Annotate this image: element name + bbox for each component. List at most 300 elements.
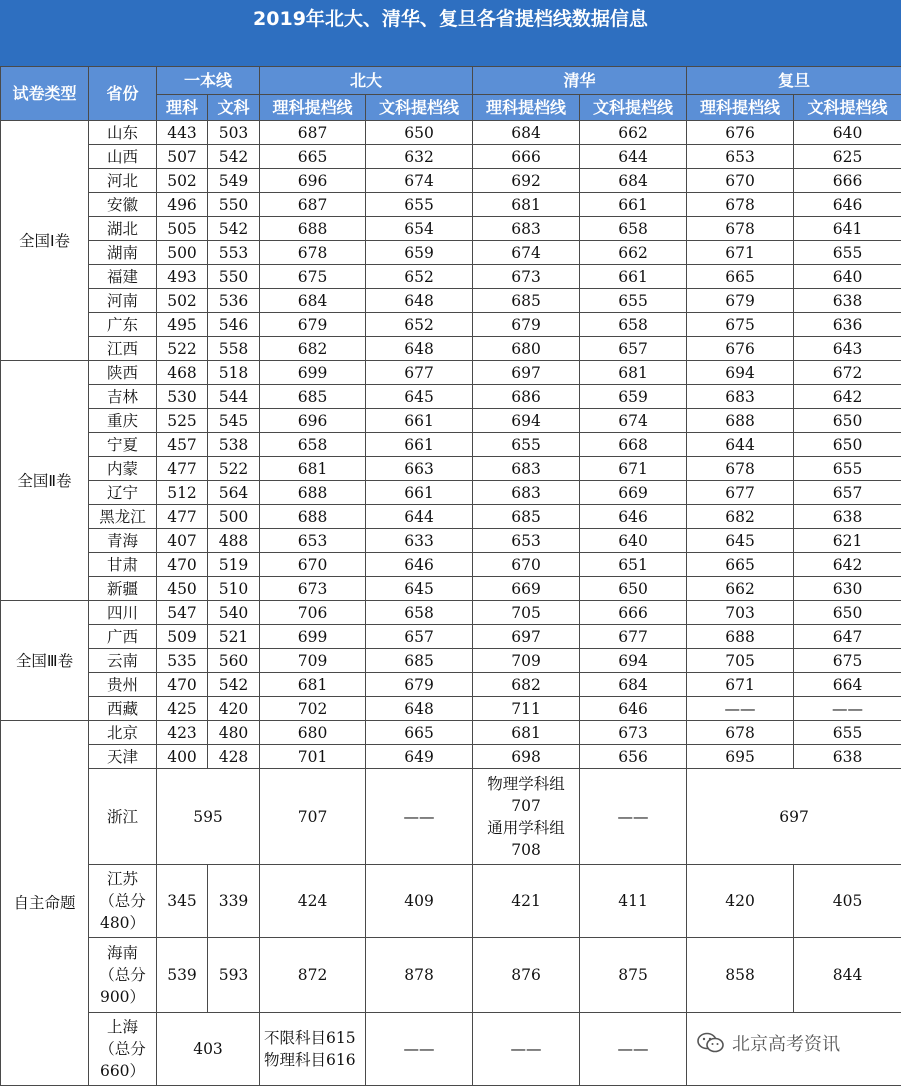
pku-sci-cell: 658: [260, 433, 366, 457]
title-bar: [0, 0, 901, 66]
fudan-sci-cell: 665: [687, 265, 794, 289]
tier1-sci-cell: 477: [157, 505, 208, 529]
thu-sci-cell: 683: [473, 481, 580, 505]
table-row: [1, 121, 901, 145]
tier1-sci-cell: 547: [157, 601, 208, 625]
tier1-arts-cell: 339: [208, 865, 260, 938]
pku-sci-cell: 699: [260, 625, 366, 649]
table-row: [1, 481, 901, 505]
thu-sci-cell: 679: [473, 313, 580, 337]
tier1-arts-cell: 536: [208, 289, 260, 313]
province-line: （总分: [89, 890, 156, 912]
pku-sci-cell: 706: [260, 601, 366, 625]
thu-sci-cell: 686: [473, 385, 580, 409]
header-type: 试卷类型: [1, 67, 89, 121]
fudan-sci-cell: 678: [687, 193, 794, 217]
tier1-sci-cell: 502: [157, 169, 208, 193]
tier1-cell: 595: [157, 769, 260, 865]
watermark-text: 北京高考资讯: [732, 1030, 840, 1056]
thu-arts-cell: 656: [580, 745, 687, 769]
tier1-sci-cell: 423: [157, 721, 208, 745]
pku-sci-cell: 687: [260, 121, 366, 145]
pku-sci-cell: 699: [260, 361, 366, 385]
fudan-sci-cell: 858: [687, 938, 794, 1013]
pku-arts-cell: 648: [366, 337, 473, 361]
tier1-arts-cell: 538: [208, 433, 260, 457]
pku-arts-cell: 650: [366, 121, 473, 145]
thu-arts-cell: ——: [580, 769, 687, 865]
tier1-cell: 403: [157, 1013, 260, 1086]
tier1-arts-cell: 522: [208, 457, 260, 481]
fudan-arts-cell: 405: [794, 865, 901, 938]
header-tier1: 一本线: [157, 67, 260, 95]
header-thu-arts: 文科提档线: [580, 95, 687, 121]
thu-sci-cell: 705: [473, 601, 580, 625]
header-tier1-arts: 文科: [208, 95, 260, 121]
tier1-arts-cell: 519: [208, 553, 260, 577]
table-body: [1, 67, 901, 1086]
province-cell: 湖北: [89, 217, 157, 241]
thu-sci-cell: 694: [473, 409, 580, 433]
table-row: [1, 625, 901, 649]
fudan-arts-cell: 625: [794, 145, 901, 169]
fudan-sci-cell: 676: [687, 121, 794, 145]
tier1-arts-cell: 480: [208, 721, 260, 745]
province-cell: 辽宁: [89, 481, 157, 505]
tier1-arts-cell: 500: [208, 505, 260, 529]
province-cell: 广东: [89, 313, 157, 337]
province-cell: 宁夏: [89, 433, 157, 457]
province-cell: 黑龙江: [89, 505, 157, 529]
pku-arts-cell: ——: [366, 1013, 473, 1086]
table-row: [1, 601, 901, 625]
score-table: [0, 66, 901, 1086]
fudan-arts-cell: 640: [794, 265, 901, 289]
province-cell: 山东: [89, 121, 157, 145]
province-cell: 陕西: [89, 361, 157, 385]
thu-arts-cell: 681: [580, 361, 687, 385]
tier1-sci-cell: 400: [157, 745, 208, 769]
pku-arts-cell: 878: [366, 938, 473, 1013]
pku-arts-cell: 652: [366, 313, 473, 337]
pku-arts-cell: 409: [366, 865, 473, 938]
tier1-arts-cell: 550: [208, 265, 260, 289]
wechat-icon: [696, 1031, 726, 1055]
thu-arts-cell: 640: [580, 529, 687, 553]
thu-sci-cell: 709: [473, 649, 580, 673]
table-row: [1, 865, 901, 938]
thu-arts-cell: 646: [580, 505, 687, 529]
table-row: [1, 337, 901, 361]
tier1-arts-cell: 593: [208, 938, 260, 1013]
fudan-sci-cell: ——: [687, 697, 794, 721]
pku-arts-cell: 632: [366, 145, 473, 169]
fudan-sci-cell: 670: [687, 169, 794, 193]
province-cell: 吉林: [89, 385, 157, 409]
fudan-arts-cell: 655: [794, 721, 901, 745]
table-row: [1, 673, 901, 697]
fudan-sci-cell: 645: [687, 529, 794, 553]
fudan-sci-cell: 705: [687, 649, 794, 673]
province-line: （总分: [89, 964, 156, 986]
thu-arts-cell: 662: [580, 121, 687, 145]
fudan-sci-cell: 694: [687, 361, 794, 385]
province-cell: 江西: [89, 337, 157, 361]
fudan-sci-cell: 703: [687, 601, 794, 625]
tier1-sci-cell: 345: [157, 865, 208, 938]
province-cell: 青海: [89, 529, 157, 553]
header-pku: 北大: [260, 67, 473, 95]
header-pku-sci: 理科提档线: [260, 95, 366, 121]
table-row: [1, 433, 901, 457]
table-row: [1, 505, 901, 529]
table-row: [1, 385, 901, 409]
table-row: [1, 577, 901, 601]
thu-arts-cell: 659: [580, 385, 687, 409]
thu-sci-line: 通用学科组: [473, 817, 579, 839]
province-cell: 西藏: [89, 697, 157, 721]
fudan-sci-cell: 420: [687, 865, 794, 938]
tier1-sci-cell: 502: [157, 289, 208, 313]
pku-sci-cell: 687: [260, 193, 366, 217]
fudan-arts-cell: 636: [794, 313, 901, 337]
fudan-arts-cell: 640: [794, 121, 901, 145]
pku-arts-cell: 659: [366, 241, 473, 265]
tier1-sci-cell: 539: [157, 938, 208, 1013]
pku-sci-cell: 680: [260, 721, 366, 745]
table-row: [1, 529, 901, 553]
thu-arts-cell: 671: [580, 457, 687, 481]
tier1-arts-cell: 521: [208, 625, 260, 649]
tier1-sci-cell: 509: [157, 625, 208, 649]
fudan-sci-cell: 676: [687, 337, 794, 361]
thu-sci-cell: 711: [473, 697, 580, 721]
pku-sci-cell: 665: [260, 145, 366, 169]
table-row: [1, 457, 901, 481]
tier1-arts-cell: 549: [208, 169, 260, 193]
table-row: [1, 217, 901, 241]
fudan-arts-cell: 642: [794, 385, 901, 409]
table-row: [1, 769, 901, 865]
header-thu-sci: 理科提档线: [473, 95, 580, 121]
pku-sci-cell: 678: [260, 241, 366, 265]
header-province: 省份: [89, 67, 157, 121]
pku-arts-cell: 645: [366, 385, 473, 409]
fudan-sci-cell: 671: [687, 673, 794, 697]
thu-sci-line: 707: [473, 795, 579, 817]
thu-arts-cell: 644: [580, 145, 687, 169]
exam-type: 自主命题: [1, 721, 89, 1086]
fudan-arts-cell: 643: [794, 337, 901, 361]
thu-sci-cell: 421: [473, 865, 580, 938]
tier1-arts-cell: 428: [208, 745, 260, 769]
fudan-arts-cell: 621: [794, 529, 901, 553]
province-cell: 安徽: [89, 193, 157, 217]
province-cell: [89, 865, 157, 938]
province-cell: 四川: [89, 601, 157, 625]
province-line: 480）: [89, 912, 156, 934]
thu-sci-cell: 673: [473, 265, 580, 289]
pku-arts-cell: 657: [366, 625, 473, 649]
header-fudan: 复旦: [687, 67, 901, 95]
thu-sci-cell: 683: [473, 457, 580, 481]
province-cell: 云南: [89, 649, 157, 673]
thu-arts-cell: 673: [580, 721, 687, 745]
table-row: [1, 361, 901, 385]
fudan-arts-cell: 646: [794, 193, 901, 217]
fudan-arts-cell: 666: [794, 169, 901, 193]
header-fudan-sci: 理科提档线: [687, 95, 794, 121]
fudan-sci-cell: 665: [687, 553, 794, 577]
thu-arts-cell: 669: [580, 481, 687, 505]
tier1-arts-cell: 545: [208, 409, 260, 433]
fudan-sci-cell: 653: [687, 145, 794, 169]
tier1-arts-cell: 540: [208, 601, 260, 625]
pku-arts-cell: 665: [366, 721, 473, 745]
tier1-arts-cell: 544: [208, 385, 260, 409]
thu-arts-cell: 657: [580, 337, 687, 361]
thu-sci-cell: 655: [473, 433, 580, 457]
province-line: 江苏: [89, 868, 156, 890]
province-cell: 贵州: [89, 673, 157, 697]
table-row: [1, 193, 901, 217]
fudan-sci-cell: 688: [687, 625, 794, 649]
fudan-arts-cell: 638: [794, 505, 901, 529]
fudan-arts-cell: 647: [794, 625, 901, 649]
tier1-arts-cell: 558: [208, 337, 260, 361]
pku-arts-cell: 661: [366, 409, 473, 433]
fudan-sci-cell: 662: [687, 577, 794, 601]
thu-arts-cell: 661: [580, 193, 687, 217]
tier1-arts-cell: 503: [208, 121, 260, 145]
table-row: [1, 649, 901, 673]
thu-arts-cell: 674: [580, 409, 687, 433]
province-cell: 广西: [89, 625, 157, 649]
pku-sci-cell: [260, 1013, 366, 1086]
tier1-sci-cell: 425: [157, 697, 208, 721]
fudan-arts-cell: 641: [794, 217, 901, 241]
tier1-sci-cell: 468: [157, 361, 208, 385]
fudan-arts-cell: 844: [794, 938, 901, 1013]
tier1-arts-cell: 518: [208, 361, 260, 385]
thu-sci-cell: 697: [473, 625, 580, 649]
province-line: 660）: [89, 1060, 156, 1082]
fudan-sci-cell: 683: [687, 385, 794, 409]
tier1-arts-cell: 420: [208, 697, 260, 721]
table-row: [1, 721, 901, 745]
thu-sci-cell: 670: [473, 553, 580, 577]
pku-sci-cell: 424: [260, 865, 366, 938]
pku-sci-cell: 688: [260, 505, 366, 529]
thu-sci-line: 物理学科组: [473, 773, 579, 795]
province-line: 900）: [89, 986, 156, 1008]
tier1-sci-cell: 522: [157, 337, 208, 361]
thu-sci-cell: 666: [473, 145, 580, 169]
pku-sci-cell: 696: [260, 409, 366, 433]
pku-arts-cell: 644: [366, 505, 473, 529]
pku-arts-cell: 652: [366, 265, 473, 289]
thu-sci-cell: ——: [473, 1013, 580, 1086]
tier1-sci-cell: 495: [157, 313, 208, 337]
pku-sci-cell: 681: [260, 673, 366, 697]
pku-sci-cell: 653: [260, 529, 366, 553]
province-cell: 浙江: [89, 769, 157, 865]
table-row: [1, 553, 901, 577]
thu-sci-cell: 685: [473, 289, 580, 313]
header-fudan-arts: 文科提档线: [794, 95, 901, 121]
pku-arts-cell: ——: [366, 769, 473, 865]
fudan-arts-cell: 642: [794, 553, 901, 577]
tier1-sci-cell: 500: [157, 241, 208, 265]
thu-sci-cell: 876: [473, 938, 580, 1013]
header-tier1-sci: 理科: [157, 95, 208, 121]
table-row: [1, 697, 901, 721]
thu-arts-cell: 662: [580, 241, 687, 265]
province-cell: 河南: [89, 289, 157, 313]
thu-sci-cell: [473, 769, 580, 865]
tier1-arts-cell: 550: [208, 193, 260, 217]
province-cell: [89, 938, 157, 1013]
province-line: （总分: [89, 1038, 156, 1060]
pku-sci-cell: 679: [260, 313, 366, 337]
thu-sci-cell: 682: [473, 673, 580, 697]
pku-arts-cell: 658: [366, 601, 473, 625]
pku-sci-cell: 701: [260, 745, 366, 769]
pku-sci-cell: 707: [260, 769, 366, 865]
thu-arts-cell: 684: [580, 673, 687, 697]
pku-sci-line: 不限科目615: [264, 1027, 365, 1049]
thu-arts-cell: 650: [580, 577, 687, 601]
exam-type: 全国Ⅰ卷: [1, 121, 89, 361]
province-cell: 天津: [89, 745, 157, 769]
tier1-sci-cell: 535: [157, 649, 208, 673]
pku-sci-cell: 696: [260, 169, 366, 193]
fudan-arts-cell: 664: [794, 673, 901, 697]
thu-sci-cell: 681: [473, 193, 580, 217]
tier1-sci-cell: 470: [157, 673, 208, 697]
pku-arts-cell: 648: [366, 289, 473, 313]
tier1-arts-cell: 564: [208, 481, 260, 505]
fudan-sci-cell: 671: [687, 241, 794, 265]
fudan-arts-cell: 630: [794, 577, 901, 601]
tier1-arts-cell: 542: [208, 217, 260, 241]
tier1-arts-cell: 542: [208, 673, 260, 697]
fudan-arts-cell: 650: [794, 433, 901, 457]
pku-arts-cell: 646: [366, 553, 473, 577]
pku-arts-cell: 654: [366, 217, 473, 241]
pku-arts-cell: 679: [366, 673, 473, 697]
pku-arts-cell: 661: [366, 481, 473, 505]
table-row: [1, 313, 901, 337]
pku-sci-cell: 675: [260, 265, 366, 289]
province-cell: 河北: [89, 169, 157, 193]
header-row-1: [1, 67, 901, 95]
pku-arts-cell: 663: [366, 457, 473, 481]
pku-sci-cell: 684: [260, 289, 366, 313]
pku-arts-cell: 661: [366, 433, 473, 457]
thu-sci-line: 708: [473, 839, 579, 861]
pku-sci-cell: 681: [260, 457, 366, 481]
thu-arts-cell: 651: [580, 553, 687, 577]
tier1-sci-cell: 530: [157, 385, 208, 409]
thu-arts-cell: 655: [580, 289, 687, 313]
tier1-sci-cell: 477: [157, 457, 208, 481]
thu-sci-cell: 684: [473, 121, 580, 145]
thu-sci-cell: 681: [473, 721, 580, 745]
province-line: 海南: [89, 942, 156, 964]
fudan-arts-cell: 675: [794, 649, 901, 673]
pku-sci-cell: 709: [260, 649, 366, 673]
thu-arts-cell: 646: [580, 697, 687, 721]
province-cell: 重庆: [89, 409, 157, 433]
province-cell: 山西: [89, 145, 157, 169]
thu-sci-cell: 680: [473, 337, 580, 361]
thu-sci-cell: 697: [473, 361, 580, 385]
fudan-arts-cell: ——: [794, 697, 901, 721]
tier1-sci-cell: 507: [157, 145, 208, 169]
table-row: [1, 409, 901, 433]
header-thu: 清华: [473, 67, 687, 95]
tier1-arts-cell: 542: [208, 145, 260, 169]
fudan-sci-cell: 678: [687, 721, 794, 745]
tier1-sci-cell: 496: [157, 193, 208, 217]
thu-sci-cell: 653: [473, 529, 580, 553]
tier1-sci-cell: 457: [157, 433, 208, 457]
watermark: [696, 1028, 886, 1058]
fudan-sci-cell: 678: [687, 457, 794, 481]
fudan-cell: 697: [687, 769, 901, 865]
thu-arts-cell: 668: [580, 433, 687, 457]
tier1-arts-cell: 546: [208, 313, 260, 337]
tier1-sci-cell: 512: [157, 481, 208, 505]
thu-arts-cell: ——: [580, 1013, 687, 1086]
thu-arts-cell: 411: [580, 865, 687, 938]
thu-arts-cell: 658: [580, 217, 687, 241]
pku-sci-cell: 685: [260, 385, 366, 409]
table-row: [1, 745, 901, 769]
thu-sci-cell: 685: [473, 505, 580, 529]
tier1-sci-cell: 493: [157, 265, 208, 289]
province-cell: 北京: [89, 721, 157, 745]
pku-sci-cell: 702: [260, 697, 366, 721]
thu-sci-cell: 669: [473, 577, 580, 601]
pku-arts-cell: 655: [366, 193, 473, 217]
tier1-sci-cell: 525: [157, 409, 208, 433]
province-cell: 新疆: [89, 577, 157, 601]
fudan-sci-cell: 675: [687, 313, 794, 337]
thu-sci-cell: 692: [473, 169, 580, 193]
fudan-sci-cell: 678: [687, 217, 794, 241]
pku-arts-cell: 677: [366, 361, 473, 385]
table-row: [1, 169, 901, 193]
exam-type: 全国Ⅱ卷: [1, 361, 89, 601]
table-row: [1, 938, 901, 1013]
tier1-sci-cell: 450: [157, 577, 208, 601]
thu-arts-cell: 661: [580, 265, 687, 289]
table-row: [1, 265, 901, 289]
fudan-sci-cell: 682: [687, 505, 794, 529]
pku-arts-cell: 649: [366, 745, 473, 769]
fudan-arts-cell: 672: [794, 361, 901, 385]
tier1-arts-cell: 510: [208, 577, 260, 601]
fudan-sci-cell: 688: [687, 409, 794, 433]
pku-sci-line: 物理科目616: [264, 1049, 365, 1071]
pku-arts-cell: 645: [366, 577, 473, 601]
fudan-arts-cell: 655: [794, 241, 901, 265]
tier1-arts-cell: 553: [208, 241, 260, 265]
tier1-arts-cell: 560: [208, 649, 260, 673]
pku-arts-cell: 674: [366, 169, 473, 193]
